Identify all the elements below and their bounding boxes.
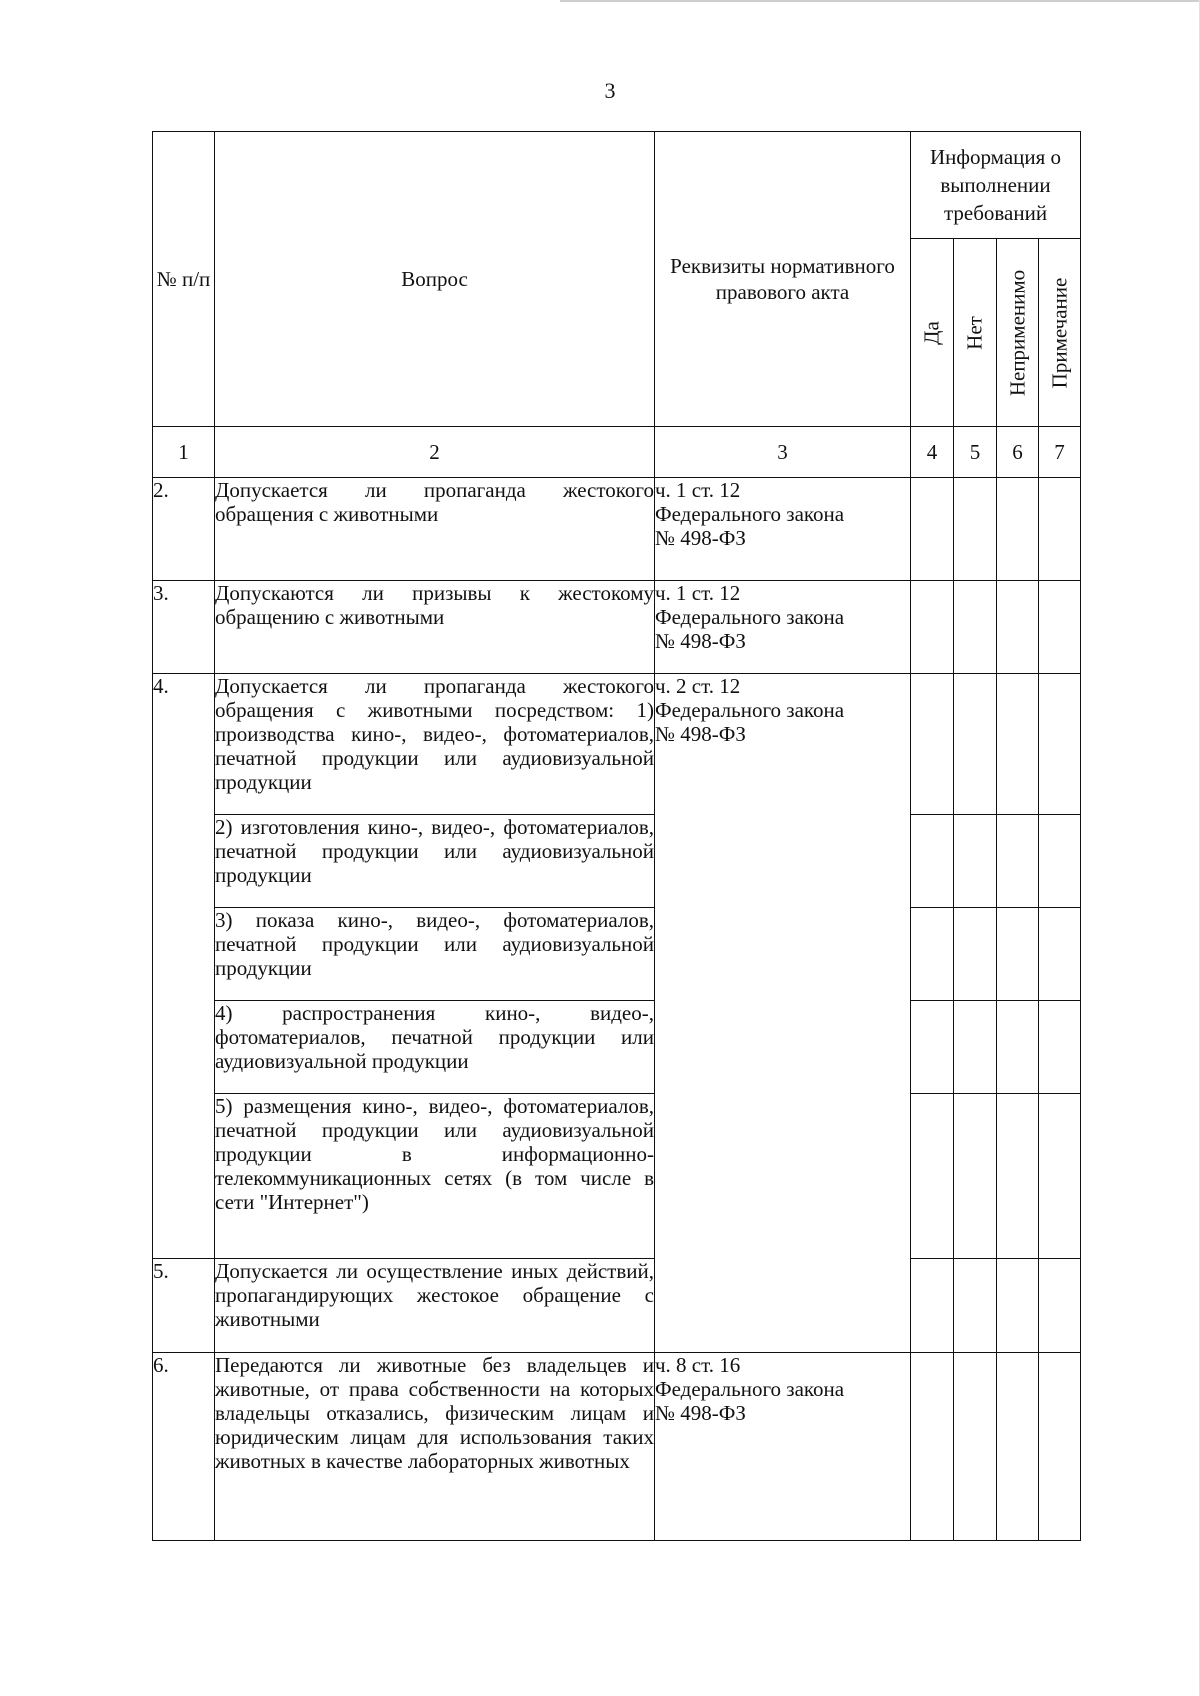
row-requisites	[655, 581, 911, 674]
requisite-line: Федерального закона	[655, 1377, 845, 1401]
header-yes-label: Да	[919, 320, 944, 345]
header-info-group: Информация о выполнении требований	[911, 132, 1081, 239]
requisite-line: № 498-ФЗ	[655, 722, 746, 746]
answer-cell-not-applicable	[997, 1353, 1039, 1541]
row-question: Допускается ли пропаганда жестокого обращения с животными посредством: 1) производства кино-, видео-, фотоматериалов, печатной продукции или аудиовизуальной продукции	[215, 674, 655, 815]
column-number: 2	[215, 427, 655, 478]
table-subrow	[153, 815, 1081, 908]
answer-cell-no	[954, 674, 997, 815]
requisite-line: Федерального закона	[655, 605, 845, 629]
requisite-line: Федерального закона	[655, 698, 845, 722]
column-number-row	[153, 427, 1081, 478]
answer-cell-yes	[911, 908, 954, 1001]
answer-cell-not-applicable	[997, 1259, 1039, 1353]
answer-cell-yes	[911, 478, 954, 581]
row-requisites	[655, 478, 911, 581]
answer-cell-not-applicable	[997, 1094, 1039, 1259]
answer-cell-yes	[911, 1001, 954, 1094]
table-subrow	[153, 1001, 1081, 1094]
answer-cell-not-applicable	[997, 674, 1039, 815]
row-number: 6.	[153, 1353, 215, 1541]
header-col-not-applicable	[997, 239, 1039, 427]
table-subrow	[153, 1094, 1081, 1259]
answer-cell-yes	[911, 815, 954, 908]
table-row	[153, 674, 1081, 815]
answer-cell-no	[954, 815, 997, 908]
answer-cell-note	[1039, 908, 1081, 1001]
row-requisites	[655, 674, 911, 1353]
table-row	[153, 1259, 1081, 1353]
answer-cell-no	[954, 478, 997, 581]
answer-cell-no	[954, 581, 997, 674]
answer-cell-note	[1039, 1259, 1081, 1353]
header-no-label: Нет	[962, 315, 987, 350]
requisite-line: ч. 1 ст. 12	[655, 478, 741, 502]
row-number: 3.	[153, 581, 215, 674]
header-col-question: Вопрос	[215, 132, 655, 427]
row-question: Допускаются ли призывы к жестокому обращению с животными	[215, 581, 655, 674]
answer-cell-yes	[911, 1353, 954, 1541]
answer-cell-note	[1039, 478, 1081, 581]
row-number: 5.	[153, 1259, 215, 1353]
answer-cell-not-applicable	[997, 815, 1039, 908]
column-number: 3	[655, 427, 911, 478]
answer-cell-not-applicable	[997, 1001, 1039, 1094]
answer-cell-no	[954, 1353, 997, 1541]
answer-cell-yes	[911, 1094, 954, 1259]
column-number: 1	[153, 427, 215, 478]
table-subrow	[153, 908, 1081, 1001]
row-number: 2.	[153, 478, 215, 581]
answer-cell-no	[954, 1001, 997, 1094]
header-col-note	[1039, 239, 1081, 427]
checklist-table	[152, 131, 1081, 1541]
requisite-line: ч. 8 ст. 16	[655, 1353, 741, 1377]
header-col-yes	[911, 239, 954, 427]
column-number: 5	[954, 427, 997, 478]
row-subitem: 3) показа кино-, видео-, фотоматериалов, печатной продукции или аудиовизуальной продукции	[215, 908, 655, 1001]
answer-cell-not-applicable	[997, 581, 1039, 674]
answer-cell-yes	[911, 581, 954, 674]
page-number: 3	[604, 78, 616, 103]
answer-cell-no	[954, 1094, 997, 1259]
header-col-no	[954, 239, 997, 427]
table-row	[153, 581, 1081, 674]
row-subitem: 4) распространения кино-, видео-, фотоматериалов, печатной продукции или аудиовизуальной продукции	[215, 1001, 655, 1094]
row-subitem: 2) изготовления кино-, видео-, фотоматериалов, печатной продукции или аудиовизуальной продукции	[215, 815, 655, 908]
answer-cell-note	[1039, 1353, 1081, 1541]
answer-cell-note	[1039, 1094, 1081, 1259]
row-number: 4.	[153, 674, 215, 1259]
requisite-line: № 498-ФЗ	[655, 1401, 746, 1425]
header-col-requisites: Реквизиты нормативного правового акта	[655, 132, 911, 427]
requisite-line: № 498-ФЗ	[655, 629, 746, 653]
answer-cell-note	[1039, 581, 1081, 674]
answer-cell-note	[1039, 815, 1081, 908]
row-question: Допускается ли осуществление иных действий, пропагандирующих жестокое обращение с животными	[215, 1259, 655, 1353]
row-question: Допускается ли пропаганда жестокого обращения с животными	[215, 478, 655, 581]
requisite-line: ч. 1 ст. 12	[655, 581, 741, 605]
column-number: 7	[1039, 427, 1081, 478]
requisite-line: ч. 2 ст. 12	[655, 674, 741, 698]
row-question: Передаются ли животные без владельцев и животные, от права собственности на которых владельцы отказались, физическим лицам и юридическим лицам для использования таких животных в качестве лабораторных животных	[215, 1353, 655, 1541]
table-row	[153, 478, 1081, 581]
answer-cell-note	[1039, 674, 1081, 815]
answer-cell-no	[954, 1259, 997, 1353]
header-row	[153, 132, 1081, 239]
requisite-line: № 498-ФЗ	[655, 526, 746, 550]
answer-cell-not-applicable	[997, 478, 1039, 581]
answer-cell-yes	[911, 674, 954, 815]
table-row	[153, 1353, 1081, 1541]
answer-cell-note	[1039, 1001, 1081, 1094]
header-not-applicable-label: Неприменимо	[1005, 269, 1029, 396]
scan-edge	[560, 0, 1200, 2]
column-number: 4	[911, 427, 954, 478]
column-number: 6	[997, 427, 1039, 478]
header-note-label: Примечание	[1047, 277, 1072, 388]
requisite-line: Федерального закона	[655, 502, 845, 526]
answer-cell-no	[954, 908, 997, 1001]
answer-cell-yes	[911, 1259, 954, 1353]
row-subitem: 5) размещения кино-, видео-, фотоматериалов, печатной продукции или аудиовизуальной продукции в информационно-телекоммуникационных сетях (в том числе в сети "Интернет")	[215, 1094, 655, 1259]
row-requisites	[655, 1353, 911, 1541]
header-col-num: № п/п	[153, 132, 215, 427]
answer-cell-not-applicable	[997, 908, 1039, 1001]
